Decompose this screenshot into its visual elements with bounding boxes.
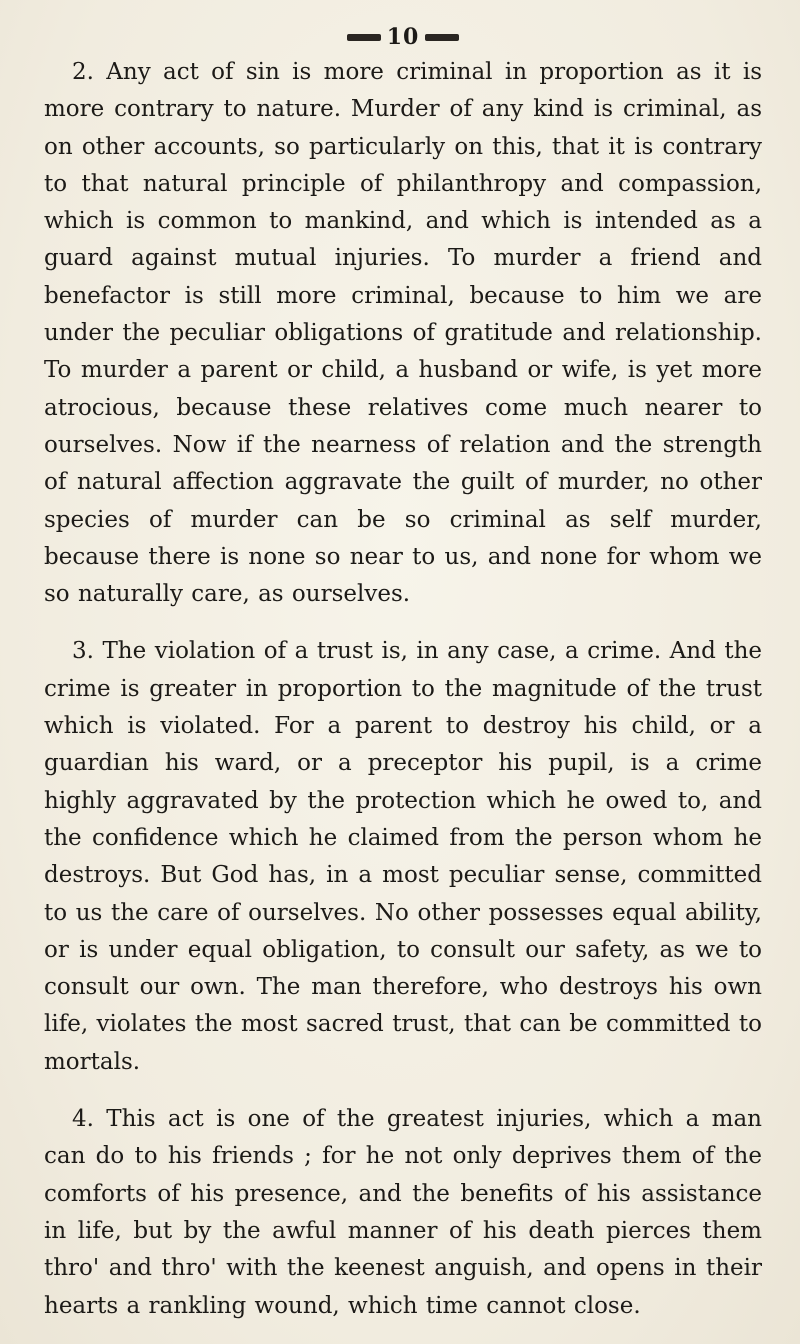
body-text bbox=[44, 54, 762, 1325]
header-ornament-left bbox=[347, 34, 381, 41]
paragraph-4: 4. This act is one of the greatest injuries, which a man can do to his friends ; for he not only deprives them of the comforts of his presence, and the benefits of his assistance in life, but by the awful manner of his death pierces them thro' and thro' with the keenest anguish, and opens in their hearts a rankling wound, which time cannot close. bbox=[44, 1106, 762, 1319]
page-number: 10 bbox=[386, 24, 420, 50]
header-ornament-right bbox=[425, 34, 459, 41]
paragraph-2: 2. Any act of sin is more criminal in proportion as it is more contrary to nature. Murder of any kind is criminal, as on other accounts, so particularly on this, that it is contrary to that natural principle of philanthropy and compassion, which is common to mankind, and which is intended as a guard against mutual injuries. To murder a friend and benefactor is still more criminal, because to him we are under the peculiar obligations of gratitude and relationship. To murder a parent or child, a husband or wife, is yet more atrocious, because these relatives come much nearer to ourselves. Now if the nearness of relation and the strength of natural affection aggravate the guilt of murder, no other species of murder can be so criminal as self murder, because there is none so near to us, and none for whom we so naturally care, as ourselves. bbox=[44, 59, 762, 608]
paragraph-3: 3. The violation of a trust is, in any case, a crime. And the crime is greater in proportion to the magnitude of the trust which is violated. For a parent to destroy his child, or a guardian his ward, or a preceptor his pupil, is a crime highly aggravated by the protection which he owed to, and the confidence which he claimed from the person whom he destroys. But God has, in a most peculiar sense, committed to us the care of ourselves. No other possesses equal ability, or is under equal obligation, to consult our safety, as we to consult our own. The man therefore, who destroys his own life, violates the most sacred trust, that can be committed to mortals. bbox=[44, 638, 762, 1075]
page-header bbox=[44, 18, 762, 54]
